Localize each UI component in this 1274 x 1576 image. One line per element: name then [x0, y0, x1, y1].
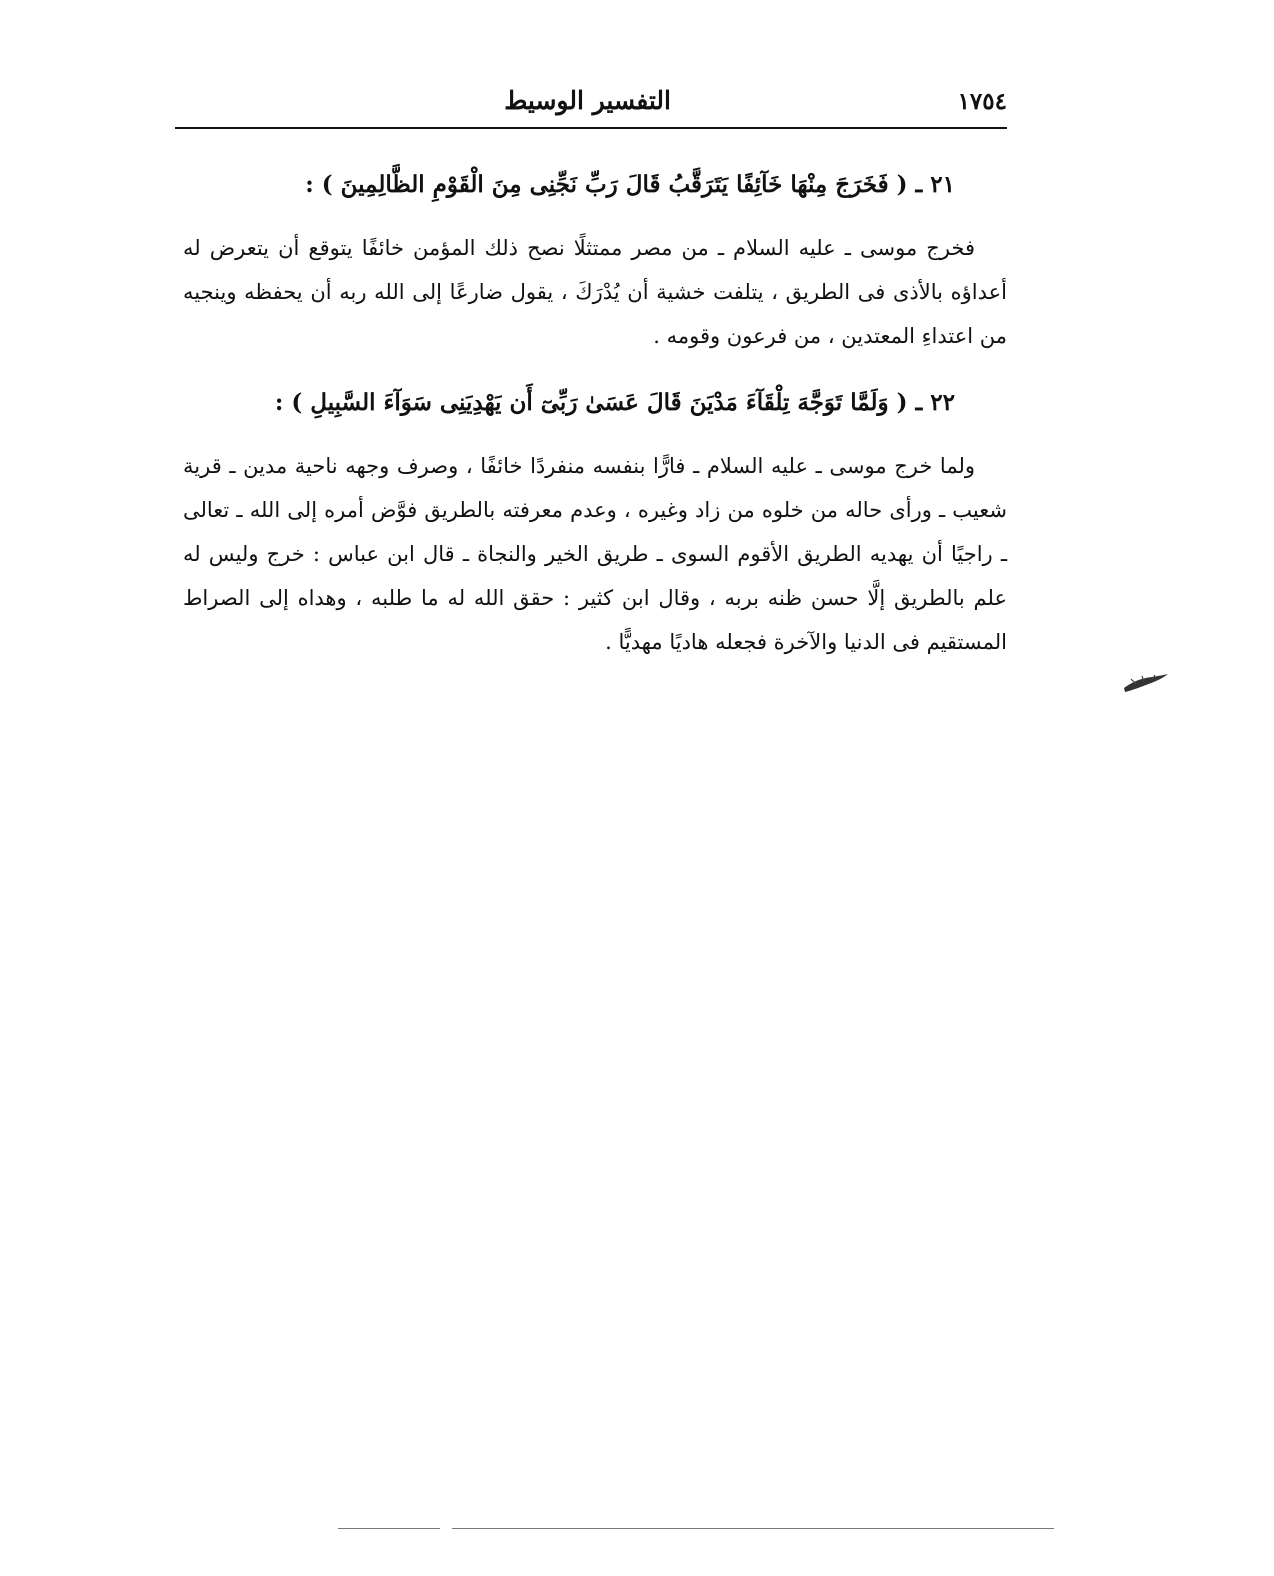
- page-header: [175, 84, 1007, 124]
- header-rule: [175, 127, 1007, 129]
- ink-smudge-mark: [1122, 672, 1170, 694]
- verse-section-21: [183, 160, 1007, 358]
- footer-rule-left: [338, 1528, 440, 1529]
- footer-rule-right: [452, 1528, 1054, 1529]
- page-body: [183, 160, 1007, 684]
- page-number: ١٧٥٤: [957, 88, 1007, 115]
- commentary-paragraph: فخرج موسى ـ عليه السلام ـ من مصر ممتثلًا نصح ذلك المؤمن خائفًا يتوقع أن يتعرض له أعداؤه بالأذى فى الطريق ، يتلفت خشية أن يُدْرَكَ ، يقول ضارعًا إلى الله ربه أن يحفظه وينجيه من اعتداءِ المعتدين ، من فرعون وقومه .: [183, 236, 1007, 348]
- verse-text: ٢٢ ـ ( وَلَمَّا تَوَجَّهَ تِلْقَآءَ مَدْيَنَ قَالَ عَسَىٰ رَبِّىٓ أَن يَهْدِيَنِى سَوَآءَ السَّبِيلِ ) :: [274, 389, 955, 416]
- verse-section-22: [183, 378, 1007, 664]
- running-title: التفسير الوسيط: [504, 86, 671, 115]
- verse-text: ٢١ ـ ( فَخَرَجَ مِنْهَا خَآئِفًا يَتَرَقَّبُ قَالَ رَبِّ نَجِّنِى مِنَ الْقَوْمِ الظَّالِمِينَ ) :: [305, 171, 955, 198]
- commentary-paragraph: ولما خرج موسى ـ عليه السلام ـ فارًّا بنفسه منفردًا خائفًا ، وصرف وجهه ناحية مدين ـ قرية شعيب ـ ورأى حاله من خلوه من زاد وغيره ، وعدم معرفته بالطريق فوَّض أمره إلى الله ـ تعالى ـ راجيًا أن يهديه الطريق الأقوم السوى ـ طريق الخير والنجاة ـ قال ابن عباس : خرج وليس له علم بالطريق إلَّا حسن ظنه بربه ، وقال ابن كثير : حقق الله له ما طلبه ، وهداه إلى الصراط المستقيم فى الدنيا والآخرة فجعله هاديًا مهديًّا .: [183, 454, 1007, 654]
